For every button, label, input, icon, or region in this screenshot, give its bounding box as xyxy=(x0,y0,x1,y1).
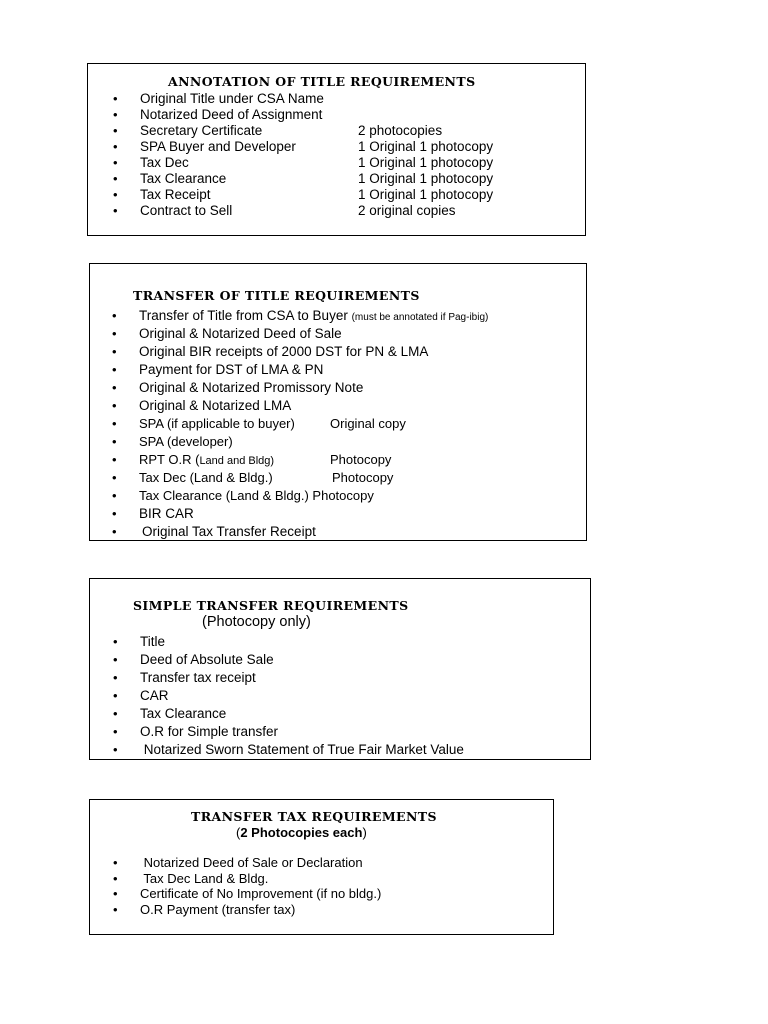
list-item xyxy=(112,415,582,433)
item-label: Tax Dec Land & Bldg. xyxy=(140,870,269,886)
bullet-icon: • xyxy=(112,524,117,539)
bullet-icon: • xyxy=(113,155,118,170)
item-label: Certificate of No Improvement (if no bldg.) xyxy=(140,886,382,901)
item-label: Original BIR receipts of 2000 DST for PN & LMA xyxy=(139,344,429,359)
item-label: Original & Notarized Deed of Sale xyxy=(139,326,342,341)
list-item xyxy=(112,523,582,541)
list-item xyxy=(112,469,582,487)
item-qty: 2 photocopies xyxy=(358,123,443,138)
item-label: Original & Notarized Promissory Note xyxy=(139,380,364,395)
list-item xyxy=(112,487,582,505)
simple-title: SIMPLE TRANSFER REQUIREMENTS xyxy=(133,598,409,613)
list-item xyxy=(113,155,573,171)
transfer-tax-title: TRANSFER TAX REQUIREMENTS xyxy=(191,809,437,824)
bullet-icon: • xyxy=(113,107,118,122)
subtitle-paren-open: ( xyxy=(236,825,241,840)
item-label: Tax Dec (Land & Bldg.) xyxy=(139,470,273,485)
item-label: Contract to Sell xyxy=(140,203,233,218)
bullet-icon: • xyxy=(112,434,117,449)
item-label: Title xyxy=(140,634,166,649)
bullet-icon: • xyxy=(113,203,118,218)
list-item xyxy=(112,307,582,325)
bullet-icon: • xyxy=(112,326,117,341)
annotation-title: ANNOTATION OF TITLE REQUIREMENTS xyxy=(168,74,476,89)
annotation-list xyxy=(113,91,573,219)
bullet-icon: • xyxy=(113,171,118,186)
bullet-icon: • xyxy=(112,470,117,485)
list-item xyxy=(113,633,583,651)
item-label: Tax Receipt xyxy=(140,187,211,202)
item-label-detail: Land and Bldg) xyxy=(199,455,275,467)
simple-list xyxy=(113,633,583,759)
list-item xyxy=(112,343,582,361)
item-qty: 2 original copies xyxy=(358,203,456,218)
bullet-icon: • xyxy=(113,886,118,901)
item-label: Tax Clearance xyxy=(140,706,227,721)
item-label: SPA (if applicable to buyer) xyxy=(139,416,295,431)
list-item xyxy=(113,886,543,902)
transfer-tax-requirements-box xyxy=(89,799,554,935)
item-qty: 1 Original 1 photocopy xyxy=(358,187,494,202)
list-item xyxy=(112,433,582,451)
list-item xyxy=(113,741,583,759)
subtitle-paren-close: ) xyxy=(362,825,367,840)
annotation-requirements-box xyxy=(87,63,586,236)
transfer-title: TRANSFER OF TITLE REQUIREMENTS xyxy=(133,288,420,303)
list-item xyxy=(112,379,582,397)
bullet-icon: • xyxy=(112,398,117,413)
simple-subtitle: (Photocopy only) xyxy=(202,614,311,630)
bullet-icon: • xyxy=(112,452,117,467)
item-qty: 1 Original 1 photocopy xyxy=(358,155,494,170)
subtitle-bold-text: 2 Photocopies each xyxy=(240,825,363,840)
bullet-icon: • xyxy=(113,870,118,886)
item-label: Original Title under CSA Name xyxy=(140,91,324,106)
item-label: Tax Clearance xyxy=(140,171,227,186)
bullet-icon: • xyxy=(112,362,117,377)
bullet-icon: • xyxy=(113,706,118,721)
list-item xyxy=(112,451,582,469)
bullet-icon: • xyxy=(113,91,118,106)
transfer-tax-subtitle xyxy=(236,825,367,840)
item-label: BIR CAR xyxy=(139,506,194,521)
item-label: SPA Buyer and Developer xyxy=(140,139,296,154)
list-item xyxy=(113,171,573,187)
item-label: Payment for DST of LMA & PN xyxy=(139,362,324,377)
bullet-icon: • xyxy=(113,670,118,685)
item-label: RPT O.R ( xyxy=(139,452,200,467)
list-item xyxy=(113,705,583,723)
list-item xyxy=(112,397,582,415)
bullet-icon: • xyxy=(113,123,118,138)
item-label: Tax Dec xyxy=(140,155,189,170)
item-qty: Photocopy xyxy=(330,452,392,467)
list-item xyxy=(112,361,582,379)
item-label: Deed of Absolute Sale xyxy=(140,652,274,667)
item-label: Original Tax Transfer Receipt xyxy=(142,524,316,539)
list-item xyxy=(113,687,583,705)
list-item xyxy=(113,669,583,687)
list-item xyxy=(112,505,582,523)
item-label: CAR xyxy=(140,688,169,703)
item-note: (must be annotated if Pag-ibig) xyxy=(351,312,489,323)
simple-transfer-requirements-box xyxy=(89,578,591,760)
bullet-icon: • xyxy=(112,308,117,323)
item-qty: Photocopy xyxy=(332,470,394,485)
transfer-list xyxy=(112,307,582,541)
list-item xyxy=(112,325,582,343)
list-item xyxy=(113,651,583,669)
list-item xyxy=(113,123,573,139)
bullet-icon: • xyxy=(112,344,117,359)
bullet-icon: • xyxy=(113,187,118,202)
item-label: Secretary Certificate xyxy=(140,123,263,138)
item-qty: Original copy xyxy=(330,416,406,431)
item-label: Notarized Deed of Assignment xyxy=(140,107,323,122)
item-label: Tax Clearance (Land & Bldg.) Photocopy xyxy=(139,488,374,503)
bullet-icon: • xyxy=(112,416,117,431)
bullet-icon: • xyxy=(113,652,118,667)
bullet-icon: • xyxy=(113,688,118,703)
list-item xyxy=(113,203,573,219)
list-item xyxy=(113,855,543,871)
item-qty: 1 Original 1 photocopy xyxy=(358,139,494,154)
list-item xyxy=(113,187,573,203)
list-item xyxy=(113,723,583,741)
bullet-icon: • xyxy=(112,380,117,395)
item-label: SPA (developer) xyxy=(139,434,233,449)
list-item xyxy=(113,871,543,887)
item-label: Transfer tax receipt xyxy=(140,670,256,685)
transfer-tax-list xyxy=(113,855,543,917)
bullet-icon: • xyxy=(112,488,117,503)
item-label: Notarized Sworn Statement of True Fair Market Value xyxy=(140,742,464,757)
bullet-icon: • xyxy=(113,901,118,917)
list-item xyxy=(113,902,543,918)
item-label: Original & Notarized LMA xyxy=(139,398,292,413)
bullet-icon: • xyxy=(113,742,118,757)
item-label: Notarized Deed of Sale or Declaration xyxy=(140,855,363,870)
transfer-title-requirements-box xyxy=(89,263,587,541)
list-item xyxy=(113,91,573,107)
bullet-icon: • xyxy=(113,139,118,154)
list-item xyxy=(113,107,573,123)
bullet-icon: • xyxy=(113,724,118,739)
item-label: O.R for Simple transfer xyxy=(140,724,279,739)
bullet-icon: • xyxy=(113,634,118,649)
bullet-icon: • xyxy=(113,855,118,870)
bullet-icon: • xyxy=(112,506,117,521)
list-item xyxy=(113,139,573,155)
item-label: O.R Payment (transfer tax) xyxy=(140,901,296,917)
item-qty: 1 Original 1 photocopy xyxy=(358,171,494,186)
item-label: Transfer of Title from CSA to Buyer xyxy=(139,308,348,323)
